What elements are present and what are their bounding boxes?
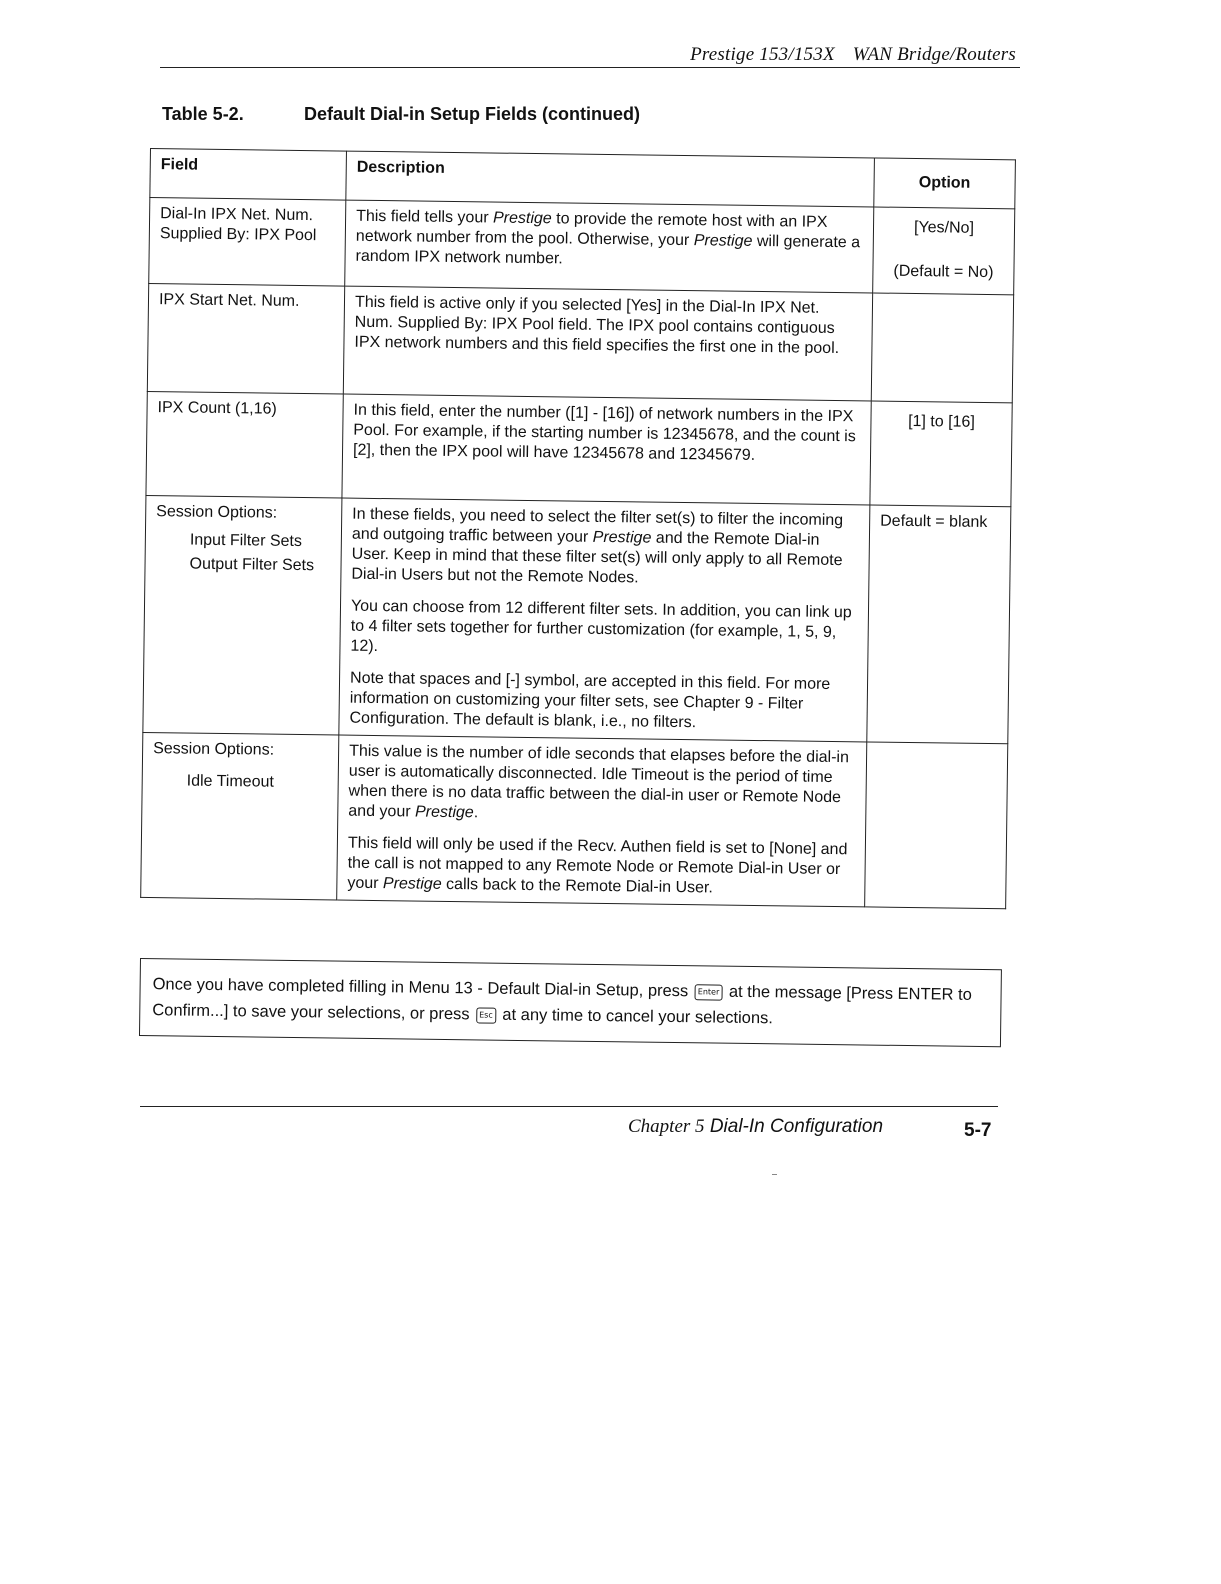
description-paragraph: In these fields, you need to select the filter set(s) to filter the incoming and outgoing traffic between your Prestige and the Remote Dial-in User. Keep in mind that these filter set(s) will only apply to all Remote Dial-in Users but not the Remote Nodes. [351,505,844,587]
table-title: Default Dial-in Setup Fields (continued) [304,104,641,124]
description-paragraph: This field will only be used if the Recv. Authen field is set to [None] and the call is not mapped to any Remote Node or Remote Dial-in User or your Prestige calls back to the Remote Dial-in User. [347,834,848,897]
field-cell [143,495,342,735]
column-header-field: Field [150,149,347,201]
field-sub-idle-timeout: Idle Timeout [186,772,274,791]
description-paragraph: You can choose from 12 different filter sets. In addition, you can link up to 4 filter sets together for further customization (for example, 1, 5, 9, 12). [350,597,852,656]
field-label: Session Options: [156,503,278,522]
table-row [143,495,1011,743]
option-cell [865,742,1008,909]
table-row [149,198,1015,295]
scan-speck [772,1174,777,1175]
table-row [141,732,1008,908]
header-product: WAN Bridge/Routers [852,44,1016,65]
option-cell: [1] to [16] [870,401,1012,507]
description-cell: In this field, enter the number ([1] - [16]) of network numbers in the IPX Pool. For example, if the starting number is 12345678, and the count is [2], then the IPX pool will have 12345678 and 12345679. [342,394,871,505]
option-cell [871,293,1013,403]
table-row [147,283,1013,402]
option-cell [873,207,1015,295]
footer-chapter: Chapter 5 Dial-In Configuration [628,1116,884,1137]
esc-key-icon: Esc [476,1007,496,1023]
footer-rule [140,1106,998,1107]
field-label: Session Options: [153,740,275,759]
note-box: Once you have completed filling in Menu 13 - Default Dial-in Setup, press Enter at the message [Press ENTER to Confirm...] to save your selections, or press Esc at any time to cancel your selections. [139,958,1002,1047]
field-cell: IPX Start Net. Num. [147,283,344,394]
field-cell: IPX Count (1,16) [146,391,343,498]
option-cell: Default = blank [867,505,1011,744]
table-row [146,391,1012,506]
field-sub-output-filter: Output Filter Sets [189,555,315,575]
field-cell: Dial-In IPX Net. Num. Supplied By: IPX Pool [149,198,346,287]
page-number: 5-7 [964,1120,992,1141]
enter-key-icon: Enter [695,984,723,1000]
description-cell [337,735,867,907]
description-cell: This field tells your Prestige to provide the remote host with an IPX network number from the pool. Otherwise, your Prestige will generate a random IPX network number. [345,200,874,293]
header-model: Prestige 153/153X [690,44,835,65]
column-header-option: Option [874,158,1016,209]
field-sub-input-filter: Input Filter Sets [189,531,303,551]
description-paragraph: This value is the number of idle seconds that elapses before the dial-in user is automatically disconnected. Idle Timeout is the period of time when there is no data traffic between the dial-in user or Remote Node and your Prestige. [348,742,850,822]
description-cell: This field is active only if you selected [Yes] in the Dial-In IPX Net. Num. Supplied By: IPX Pool field. The IPX pool contains contiguous IPX network numbers and this field specifies the first one in the pool. [343,286,872,401]
description-paragraph: Note that spaces and [-] symbol, are accepted in this field. For more information on customizing your filter sets, see Chapter 9 - Filter Configuration. The default is blank, i.e., no filters. [349,669,831,732]
header-rule [160,67,1020,68]
running-header [690,44,1016,66]
table-caption [162,104,640,125]
table-number: Table 5-2. [162,104,244,124]
option-value: [Yes/No] [913,219,975,237]
option-default: (Default = No) [893,262,994,282]
description-cell [339,498,870,742]
dial-in-setup-table [140,148,1016,909]
footer-chapter-title: Dial-In Configuration [709,1116,884,1137]
field-cell [141,732,339,900]
column-header-description: Description [346,151,875,207]
